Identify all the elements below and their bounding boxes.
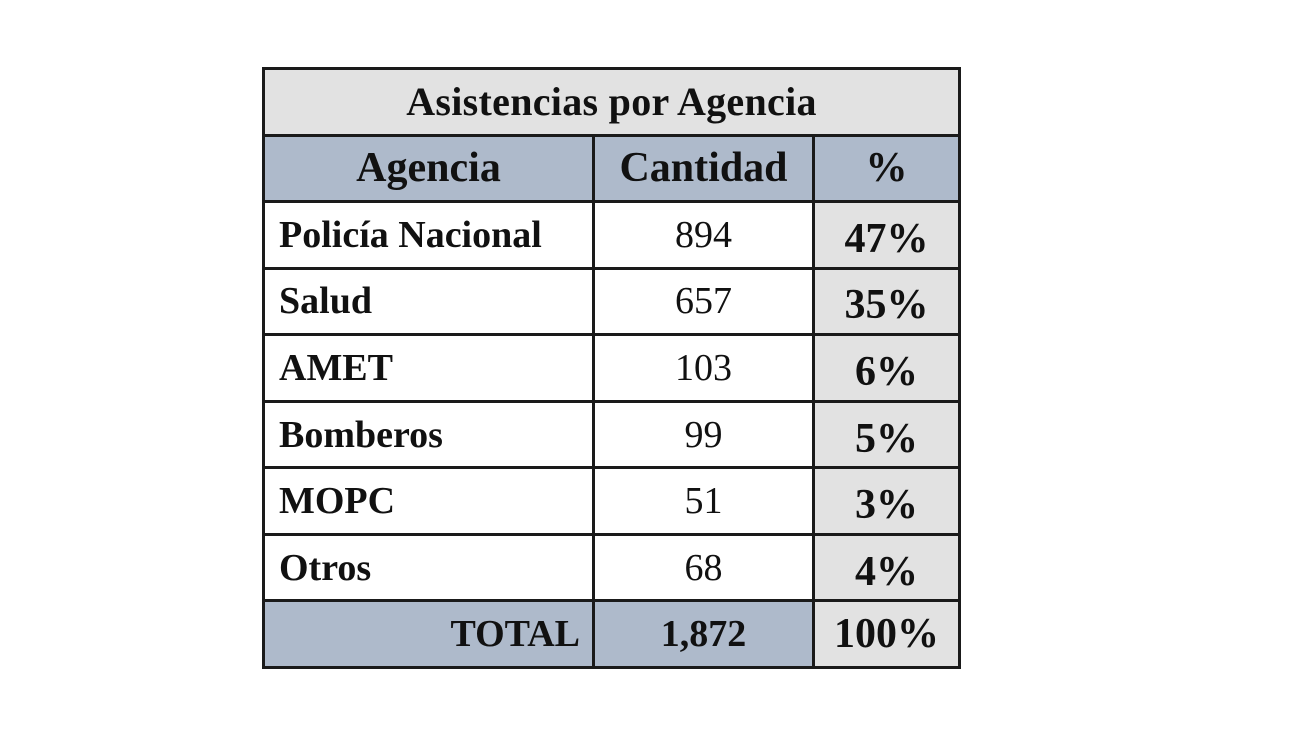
table-title: Asistencias por Agencia xyxy=(264,69,960,136)
percent-cell: 5% xyxy=(814,401,960,468)
table-header-row xyxy=(264,135,960,202)
column-header-agency: Agencia xyxy=(264,135,594,202)
agency-assistance-table-container xyxy=(262,67,958,669)
quantity-cell: 68 xyxy=(594,534,814,601)
quantity-cell: 51 xyxy=(594,468,814,535)
table-row xyxy=(264,268,960,335)
total-percent: 100% xyxy=(814,601,960,668)
table-row xyxy=(264,335,960,402)
table-row xyxy=(264,534,960,601)
total-label: TOTAL xyxy=(264,601,594,668)
table-row xyxy=(264,401,960,468)
column-header-percent: % xyxy=(814,135,960,202)
agency-name-cell: AMET xyxy=(264,335,594,402)
percent-cell: 3% xyxy=(814,468,960,535)
agency-name-cell: Otros xyxy=(264,534,594,601)
agency-name-cell: MOPC xyxy=(264,468,594,535)
agency-name-cell: Salud xyxy=(264,268,594,335)
percent-cell: 35% xyxy=(814,268,960,335)
quantity-cell: 657 xyxy=(594,268,814,335)
agency-name-cell: Bomberos xyxy=(264,401,594,468)
column-header-quantity: Cantidad xyxy=(594,135,814,202)
agency-name-cell: Policía Nacional xyxy=(264,202,594,269)
total-quantity: 1,872 xyxy=(594,601,814,668)
quantity-cell: 99 xyxy=(594,401,814,468)
table-row xyxy=(264,468,960,535)
table-total-row xyxy=(264,601,960,668)
table-row xyxy=(264,202,960,269)
quantity-cell: 103 xyxy=(594,335,814,402)
table-title-row xyxy=(264,69,960,136)
percent-cell: 4% xyxy=(814,534,960,601)
agency-assistance-table xyxy=(262,67,961,669)
quantity-cell: 894 xyxy=(594,202,814,269)
percent-cell: 6% xyxy=(814,335,960,402)
percent-cell: 47% xyxy=(814,202,960,269)
